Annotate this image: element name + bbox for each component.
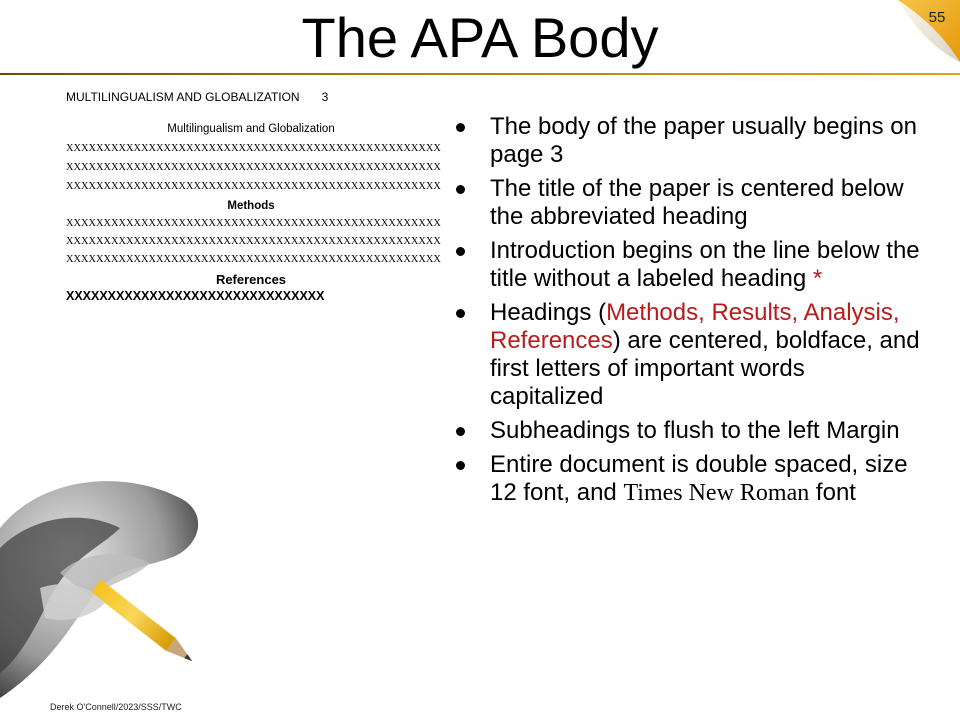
body-text-line: XXXXXXXXXXXXXXXXXXXXXXXXXXXXXXXXXXXXXXXXXXXXXXXXXX	[66, 162, 441, 173]
references-heading: References	[215, 272, 287, 287]
heading-examples: Methods, Results, Analysis, References	[490, 299, 900, 354]
title-underline	[0, 73, 960, 75]
methods-heading: Methods	[227, 200, 275, 212]
body-text-line: XXXXXXXXXXXXXXXXXXXXXXXXXXXXXXXXXXXXXXXXXXXXXXXXXX	[66, 218, 441, 229]
running-head	[66, 90, 328, 104]
bullet-item: Headings (Methods, Results, Analysis, References) are centered, boldface, and first letters of important words capitalized	[452, 299, 922, 411]
body-text-line: XXXXXXXXXXXXXXXXXXXXXXXXXXXXXXXXXXXXXXXXXXXXXXXXXX	[66, 254, 441, 265]
times-new-roman-sample: Times New Roman	[623, 480, 810, 506]
paper-page-number: 3	[321, 90, 329, 104]
running-head-text: MULTILINGUALISM AND GLOBALIZATION	[66, 90, 300, 104]
body-text-line: XXXXXXXXXXXXXXXXXXXXXXXXXXXXXXXXXXXXXXXXXXXXXXXXXX	[66, 143, 441, 154]
bullet-dot-icon	[456, 427, 465, 436]
slide-number: 55	[928, 9, 946, 26]
footer-credit: Derek O'Connell/2023/SSS/TWC	[50, 702, 182, 712]
bullet-dot-icon	[456, 309, 465, 318]
asterisk-note: *	[812, 265, 823, 292]
reference-entry: XXXXXXXXXXXXXXXXXXXXXXXXXXXXXXX	[66, 289, 325, 303]
bullet-item: Entire document is double spaced, size 12 font, and Times New Roman font	[452, 451, 922, 507]
slide-title: The APA Body	[301, 6, 659, 69]
hand-pencil-icon	[0, 458, 260, 698]
bullet-dot-icon	[456, 247, 465, 256]
bullet-dot-icon	[456, 461, 465, 470]
bullet-item: The title of the paper is centered below the abbreviated heading	[452, 175, 922, 231]
bullet-dot-icon	[456, 185, 465, 194]
bullet-dot-icon	[456, 123, 465, 132]
paper-title: Multilingualism and Globalization	[167, 123, 335, 135]
bullet-item: Introduction begins on the line below the title without a labeled heading *	[452, 237, 922, 293]
body-text-line: XXXXXXXXXXXXXXXXXXXXXXXXXXXXXXXXXXXXXXXXXXXXXXXXXX	[66, 236, 441, 247]
body-text-line: XXXXXXXXXXXXXXXXXXXXXXXXXXXXXXXXXXXXXXXXXXXXXXXXXX	[66, 181, 441, 192]
bullet-item: The body of the paper usually begins on page 3	[452, 113, 922, 169]
bullet-list	[452, 113, 922, 513]
bullet-item: Subheadings to flush to the left Margin	[452, 417, 922, 445]
